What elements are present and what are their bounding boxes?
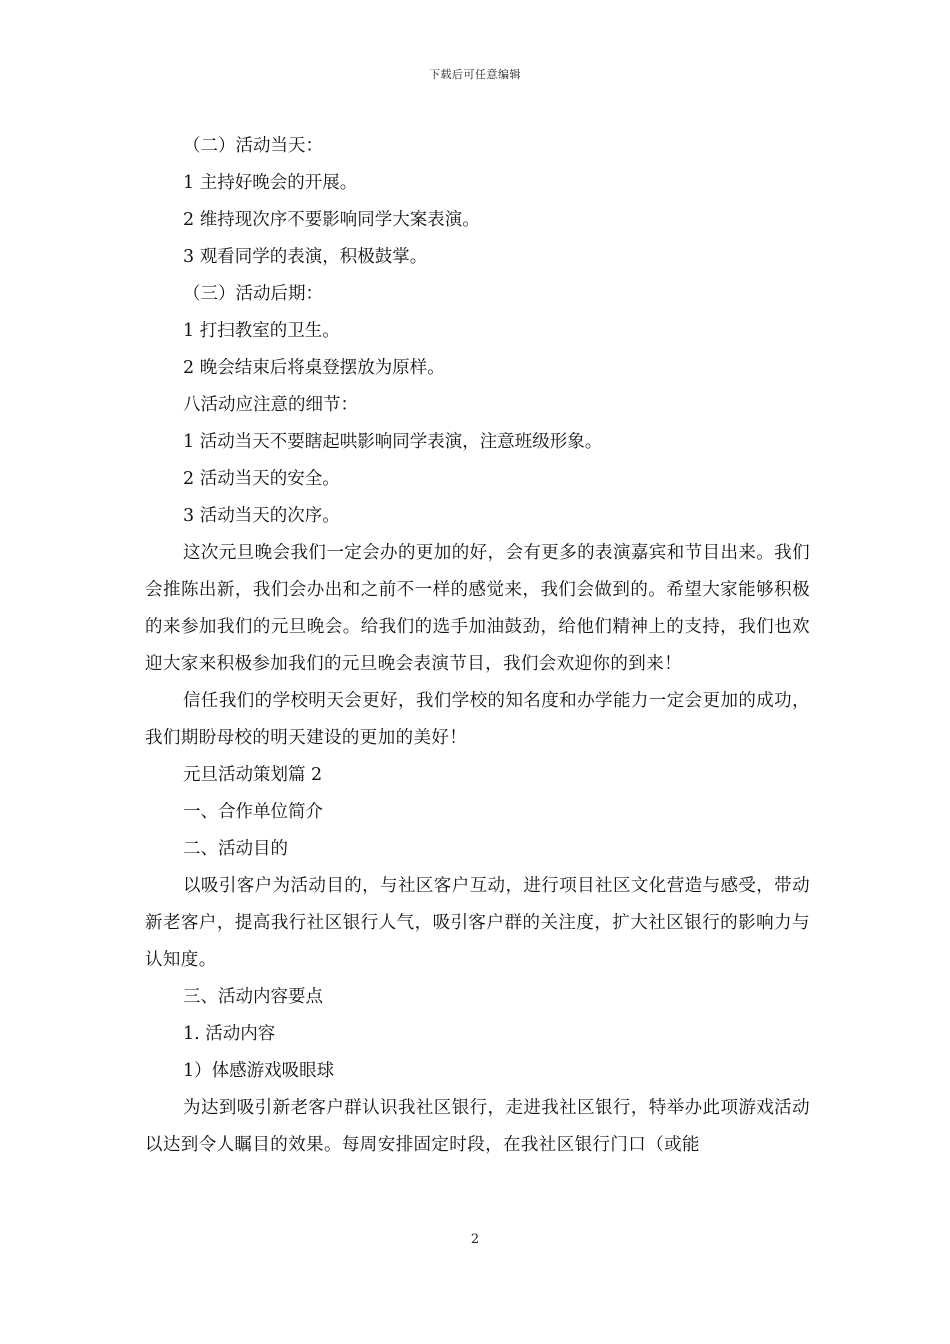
heading-line: 一、合作单位简介 xyxy=(183,802,323,822)
paragraph-purpose: 以吸引客户为活动目的，与社区客户互动，进行项目社区文化营造与感受，带动新老客户，提高我行社区银行人气，吸引客户群的关注度，扩大社区银行的影响力与认知度。 xyxy=(145,876,810,970)
text-line: （二）活动当天： xyxy=(183,136,323,156)
text-line: 1 活动当天不要瞎起哄影响同学表演，注意班级形象。 xyxy=(183,432,603,452)
paragraph-closing-2: 信任我们的学校明天会更好，我们学校的知名度和办学能力一定会更加的成功，我们期盼母校的明天建设的更加的美好！ xyxy=(145,691,810,748)
heading-line: 三、活动内容要点 xyxy=(183,987,323,1007)
heading-line: 1. 活动内容 xyxy=(183,1024,276,1044)
text-line: 2 维持现次序不要影响同学大案表演。 xyxy=(183,210,480,230)
section-title: 元旦活动策划篇 2 xyxy=(183,765,323,785)
text-line: 1 打扫教室的卫生。 xyxy=(183,321,340,341)
text-line: 2 活动当天的安全。 xyxy=(183,469,340,489)
text-line: 3 观看同学的表演，积极鼓掌。 xyxy=(183,247,428,267)
page-number: 2 xyxy=(470,1232,480,1247)
heading-line: 二、活动目的 xyxy=(183,839,288,859)
text-line: 1 主持好晚会的开展。 xyxy=(183,173,358,193)
text-line: 3 活动当天的次序。 xyxy=(183,506,340,526)
text-line: 2 晚会结束后将桌登摆放为原样。 xyxy=(183,358,445,378)
document-body xyxy=(145,128,810,1164)
paragraph-closing-1: 这次元旦晚会我们一定会办的更加的好，会有更多的表演嘉宾和节目出来。我们会推陈出新，我们会办出和之前不一样的感觉来，我们会做到的。希望大家能够积极的来参加我们的元旦晚会。给我们的选手加油鼓劲，给他们精神上的支持，我们也欢迎大家来积极参加我们的元旦晚会表演节目，我们会欢迎你的到来！ xyxy=(145,543,810,674)
paragraph-activity: 为达到吸引新老客户群认识我社区银行，走进我社区银行，特举办此项游戏活动以达到令人瞩目的效果。每周安排固定时段，在我社区银行门口（或能 xyxy=(145,1098,810,1155)
page-header: 下载后可任意编辑 xyxy=(429,68,521,81)
text-line: （三）活动后期： xyxy=(183,284,323,304)
heading-line: 1）体感游戏吸眼球 xyxy=(183,1061,335,1081)
text-line: 八活动应注意的细节： xyxy=(183,395,358,415)
